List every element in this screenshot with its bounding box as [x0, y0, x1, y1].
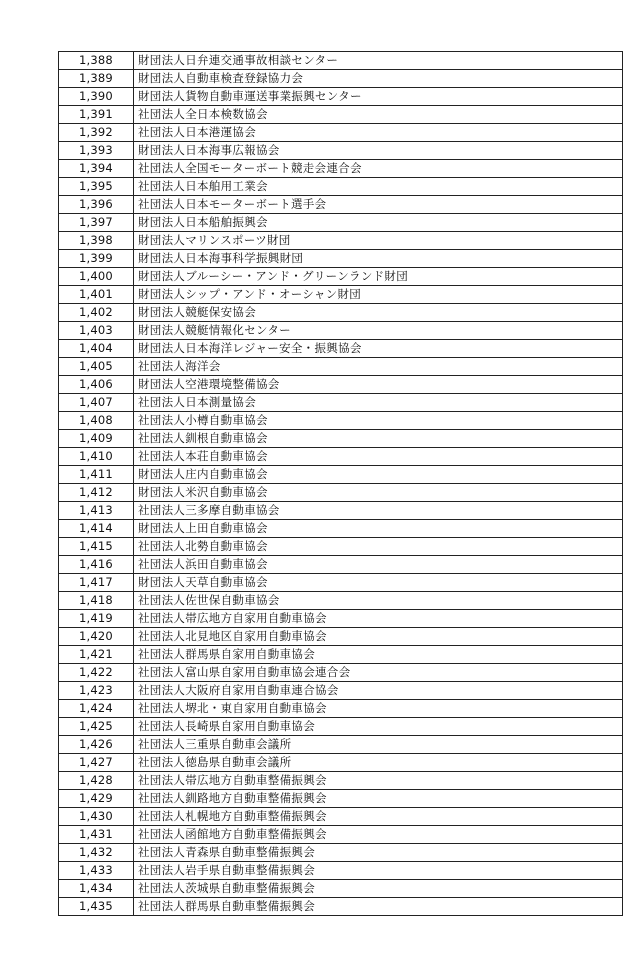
table-row	[59, 286, 623, 304]
table-row	[59, 826, 623, 844]
organization-name: 財団法人天草自動車協会	[134, 574, 623, 592]
organization-name: 社団法人日本舶用工業会	[134, 178, 623, 196]
organization-name: 社団法人本荘自動車協会	[134, 448, 623, 466]
table-row	[59, 322, 623, 340]
row-number: 1,396	[59, 196, 134, 214]
row-number: 1,397	[59, 214, 134, 232]
table-row	[59, 232, 623, 250]
organization-name: 財団法人自動車検査登録協力会	[134, 70, 623, 88]
table-row	[59, 880, 623, 898]
row-number: 1,413	[59, 502, 134, 520]
organization-name: 社団法人日本港運協会	[134, 124, 623, 142]
row-number: 1,402	[59, 304, 134, 322]
row-number: 1,394	[59, 160, 134, 178]
organization-name: 社団法人群馬県自動車整備振興会	[134, 898, 623, 916]
organization-name: 社団法人浜田自動車協会	[134, 556, 623, 574]
table-row	[59, 646, 623, 664]
organization-name: 財団法人日本海事科学振興財団	[134, 250, 623, 268]
row-number: 1,412	[59, 484, 134, 502]
table-row	[59, 718, 623, 736]
table-row	[59, 160, 623, 178]
table-row	[59, 178, 623, 196]
row-number: 1,389	[59, 70, 134, 88]
table-row	[59, 340, 623, 358]
table-row	[59, 502, 623, 520]
table-row	[59, 124, 623, 142]
row-number: 1,405	[59, 358, 134, 376]
organization-name: 社団法人釧根自動車協会	[134, 430, 623, 448]
organization-name: 社団法人帯広地方自家用自動車協会	[134, 610, 623, 628]
table-row	[59, 628, 623, 646]
table-row	[59, 430, 623, 448]
row-number: 1,422	[59, 664, 134, 682]
organization-name: 財団法人日本海事広報協会	[134, 142, 623, 160]
organization-name: 財団法人米沢自動車協会	[134, 484, 623, 502]
organization-name: 財団法人貨物自動車運送事業振興センター	[134, 88, 623, 106]
organization-name: 財団法人シップ・アンド・オーシャン財団	[134, 286, 623, 304]
table-row	[59, 106, 623, 124]
row-number: 1,404	[59, 340, 134, 358]
organization-name: 社団法人海洋会	[134, 358, 623, 376]
table-row	[59, 142, 623, 160]
row-number: 1,421	[59, 646, 134, 664]
organization-name: 社団法人長崎県自家用自動車協会	[134, 718, 623, 736]
organization-name: 財団法人ブルーシー・アンド・グリーンランド財団	[134, 268, 623, 286]
row-number: 1,409	[59, 430, 134, 448]
table-row	[59, 772, 623, 790]
organization-name: 社団法人茨城県自動車整備振興会	[134, 880, 623, 898]
row-number: 1,411	[59, 466, 134, 484]
row-number: 1,417	[59, 574, 134, 592]
table-row	[59, 520, 623, 538]
row-number: 1,423	[59, 682, 134, 700]
row-number: 1,419	[59, 610, 134, 628]
table-row	[59, 592, 623, 610]
row-number: 1,388	[59, 52, 134, 70]
row-number: 1,414	[59, 520, 134, 538]
organization-name: 財団法人日弁連交通事故相談センター	[134, 52, 623, 70]
row-number: 1,391	[59, 106, 134, 124]
table-row	[59, 214, 623, 232]
row-number: 1,433	[59, 862, 134, 880]
organization-name: 社団法人三多摩自動車協会	[134, 502, 623, 520]
organization-name: 社団法人札幌地方自動車整備振興会	[134, 808, 623, 826]
table-row	[59, 736, 623, 754]
organization-name: 社団法人三重県自動車会議所	[134, 736, 623, 754]
organization-name: 社団法人群馬県自家用自動車協会	[134, 646, 623, 664]
table-row	[59, 358, 623, 376]
row-number: 1,428	[59, 772, 134, 790]
row-number: 1,426	[59, 736, 134, 754]
row-number: 1,392	[59, 124, 134, 142]
row-number: 1,420	[59, 628, 134, 646]
row-number: 1,432	[59, 844, 134, 862]
row-number: 1,410	[59, 448, 134, 466]
organization-name: 社団法人全日本検数協会	[134, 106, 623, 124]
organization-name: 財団法人上田自動車協会	[134, 520, 623, 538]
table-row	[59, 304, 623, 322]
organization-name: 財団法人空港環境整備協会	[134, 376, 623, 394]
organization-name: 社団法人全国モーターボート競走会連合会	[134, 160, 623, 178]
table-row	[59, 844, 623, 862]
table-row	[59, 250, 623, 268]
table-row	[59, 52, 623, 70]
organization-name: 社団法人大阪府自家用自動車連合協会	[134, 682, 623, 700]
row-number: 1,424	[59, 700, 134, 718]
table-row	[59, 574, 623, 592]
row-number: 1,403	[59, 322, 134, 340]
table-row	[59, 682, 623, 700]
organization-name: 財団法人日本船舶振興会	[134, 214, 623, 232]
row-number: 1,399	[59, 250, 134, 268]
row-number: 1,427	[59, 754, 134, 772]
table-row	[59, 754, 623, 772]
organization-name: 社団法人小樽自動車協会	[134, 412, 623, 430]
table-row	[59, 376, 623, 394]
row-number: 1,434	[59, 880, 134, 898]
row-number: 1,435	[59, 898, 134, 916]
organization-name: 社団法人釧路地方自動車整備振興会	[134, 790, 623, 808]
organization-name: 財団法人競艇保安協会	[134, 304, 623, 322]
organization-name: 社団法人堺北・東自家用自動車協会	[134, 700, 623, 718]
row-number: 1,418	[59, 592, 134, 610]
row-number: 1,425	[59, 718, 134, 736]
table-row	[59, 466, 623, 484]
table-row	[59, 412, 623, 430]
organization-name: 財団法人競艇情報化センター	[134, 322, 623, 340]
organization-name: 社団法人岩手県自動車整備振興会	[134, 862, 623, 880]
table-row	[59, 484, 623, 502]
table-row	[59, 538, 623, 556]
organization-name: 社団法人日本モーターボート選手会	[134, 196, 623, 214]
organization-name: 社団法人徳島県自動車会議所	[134, 754, 623, 772]
row-number: 1,431	[59, 826, 134, 844]
table-row	[59, 556, 623, 574]
organization-name: 財団法人庄内自動車協会	[134, 466, 623, 484]
table-row	[59, 448, 623, 466]
table-row	[59, 808, 623, 826]
table-row	[59, 790, 623, 808]
row-number: 1,407	[59, 394, 134, 412]
row-number: 1,406	[59, 376, 134, 394]
table-row	[59, 196, 623, 214]
table-row	[59, 700, 623, 718]
organization-name: 財団法人日本海洋レジャー安全・振興協会	[134, 340, 623, 358]
table-row	[59, 88, 623, 106]
organization-name: 社団法人帯広地方自動車整備振興会	[134, 772, 623, 790]
row-number: 1,416	[59, 556, 134, 574]
row-number: 1,395	[59, 178, 134, 196]
organization-name: 社団法人北勢自動車協会	[134, 538, 623, 556]
row-number: 1,390	[59, 88, 134, 106]
table-body	[59, 52, 623, 916]
organization-name: 社団法人日本測量協会	[134, 394, 623, 412]
organization-name: 社団法人富山県自家用自動車協会連合会	[134, 664, 623, 682]
table-row	[59, 610, 623, 628]
organization-name: 社団法人青森県自動車整備振興会	[134, 844, 623, 862]
table-row	[59, 862, 623, 880]
row-number: 1,415	[59, 538, 134, 556]
table-row	[59, 394, 623, 412]
row-number: 1,398	[59, 232, 134, 250]
table-row	[59, 664, 623, 682]
organization-name: 財団法人マリンスポーツ財団	[134, 232, 623, 250]
table-row	[59, 268, 623, 286]
row-number: 1,430	[59, 808, 134, 826]
table-row	[59, 898, 623, 916]
organization-name: 社団法人北見地区自家用自動車協会	[134, 628, 623, 646]
organization-name: 社団法人函館地方自動車整備振興会	[134, 826, 623, 844]
row-number: 1,408	[59, 412, 134, 430]
row-number: 1,393	[59, 142, 134, 160]
organization-table	[58, 51, 623, 916]
table-row	[59, 70, 623, 88]
organization-name: 社団法人佐世保自動車協会	[134, 592, 623, 610]
row-number: 1,400	[59, 268, 134, 286]
row-number: 1,429	[59, 790, 134, 808]
row-number: 1,401	[59, 286, 134, 304]
